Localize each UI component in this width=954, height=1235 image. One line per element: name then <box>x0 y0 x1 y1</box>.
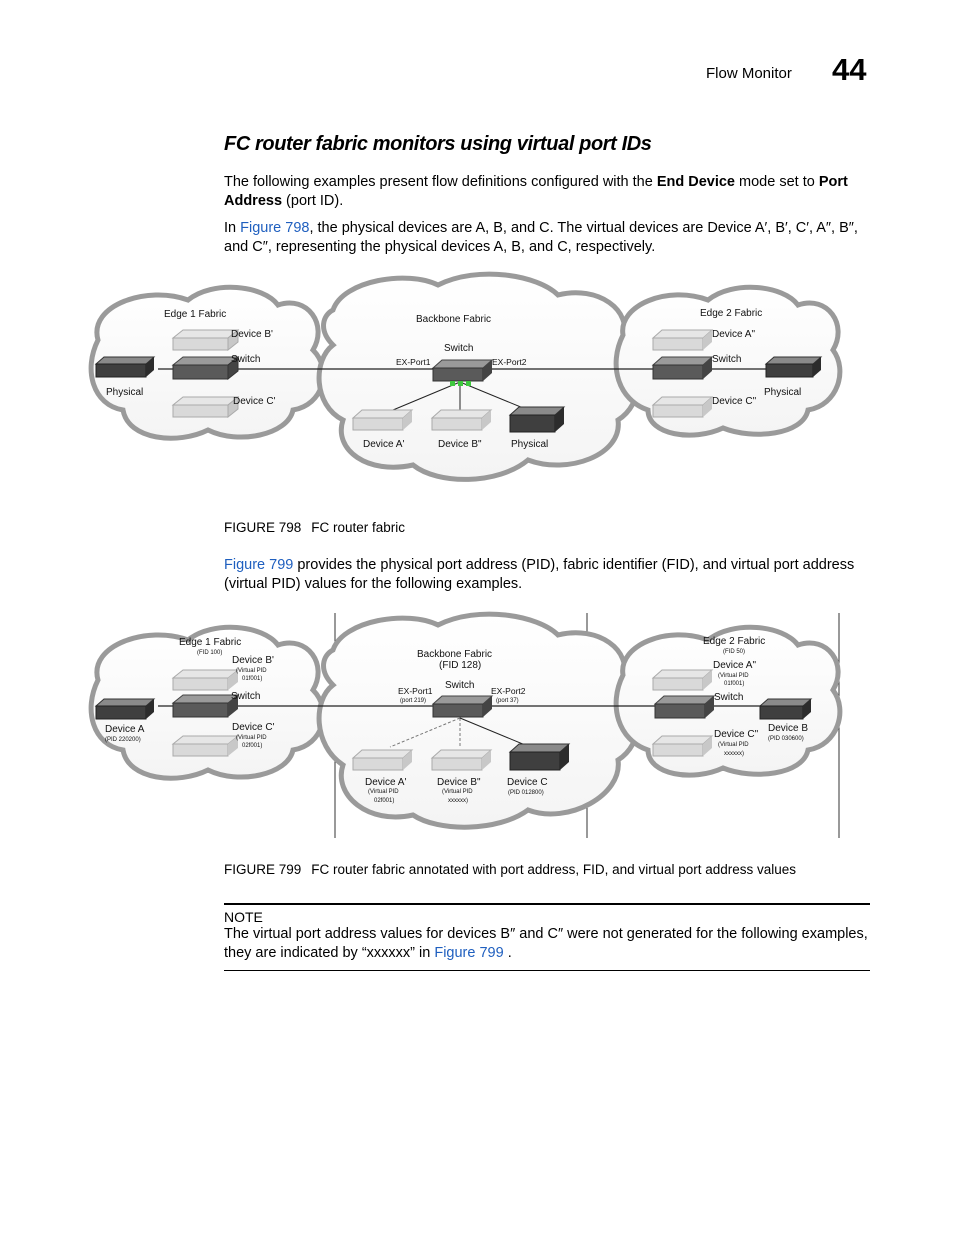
edge2-device-c-vpid-line1: (Virtual PID <box>718 742 749 748</box>
edge2-device-a-icon <box>653 330 712 350</box>
edge1-title: Edge 1 Fabric <box>179 637 242 648</box>
edge2-device-a-label: Device A" <box>712 329 756 340</box>
edge2-device-c-icon <box>653 736 712 756</box>
port-address-term: Port Address <box>224 174 848 209</box>
edge2-device-a-vpid-line1: (Virtual PID <box>718 673 749 679</box>
edge2-switch-label: Switch <box>712 354 742 365</box>
note-body: The virtual port address values for devices B″ and C″ were not generated for the following examples, they are indicated by “xxxxxx” in Figure 799 . <box>224 926 868 961</box>
backbone-device-b-label: Device B" <box>438 439 482 450</box>
figure-799-caption: FIGURE 799 FC router fabric annotated with port address, FID, and virtual port address values <box>224 862 797 877</box>
edge1-device-b-label: Device B' <box>232 655 274 666</box>
edge1-device-b-icon <box>173 670 238 690</box>
figure-798-caption: FIGURE 798 FC router fabric <box>224 520 406 535</box>
backbone-physical-label: Physical <box>511 439 549 450</box>
edge1-device-c-icon <box>173 736 238 756</box>
edge2-device-c-label: Device C" <box>714 729 759 740</box>
edge1-switch-label: Switch <box>231 354 261 365</box>
edge1-title: Edge 1 Fabric <box>164 309 227 320</box>
edge1-device-b-label: Device B' <box>231 329 273 340</box>
note-heading: NOTE <box>224 909 263 925</box>
edge1-device-c-label: Device C' <box>232 722 275 733</box>
backbone-fid: (FID 128) <box>439 660 482 671</box>
edge2-device-b-pid: (PID 030600) <box>768 736 804 742</box>
backbone-port2-label: EX-Port2 <box>491 686 526 696</box>
edge2-switch-icon <box>655 696 714 718</box>
backbone-port1-label: EX-Port1 <box>396 357 431 367</box>
backbone-device-a-label: Device A' <box>363 439 405 450</box>
backbone-device-b-vpid-line2: xxxxxx) <box>448 798 468 804</box>
backbone-device-b-icon <box>432 750 491 770</box>
backbone-device-c-icon <box>510 744 569 770</box>
edge1-device-b-vpid-line2: 01f001) <box>242 676 263 682</box>
backbone-device-b-label: Device B" <box>437 777 481 788</box>
backbone-fabric-cloud <box>319 614 639 827</box>
backbone-device-c-pid: (PID 012800) <box>508 790 544 796</box>
edge1-physical-label: Physical <box>106 387 144 398</box>
edge2-title: Edge 2 Fabric <box>700 308 763 319</box>
edge1-device-c-vpid-line2: 02f001) <box>242 743 263 749</box>
edge2-switch-icon <box>653 357 712 379</box>
edge1-physical-icon <box>96 357 154 377</box>
backbone-device-a-vpid-line2: 02f001) <box>374 798 395 804</box>
edge2-title: Edge 2 Fabric <box>703 636 766 647</box>
backbone-port1-sub: (port 219) <box>400 698 427 704</box>
figure-798-diagram <box>78 270 848 500</box>
end-device-term: End Device <box>656 174 735 190</box>
edge2-device-b-label: Device B <box>768 723 809 734</box>
backbone-device-a-label: Device A' <box>365 777 407 788</box>
edge2-physical-label: Physical <box>764 387 802 398</box>
figure-798-link[interactable]: Figure 798 <box>240 220 310 236</box>
edge1-device-c-vpid-line1: (Virtual PID <box>236 735 267 741</box>
edge2-device-b-icon <box>760 699 811 719</box>
backbone-port2-label: EX-Port2 <box>492 357 527 367</box>
edge1-fid: (FID 100) <box>197 650 223 656</box>
backbone-port1-label: EX-Port1 <box>398 686 433 696</box>
figure-799-diagram <box>78 610 848 840</box>
figure-799-intro: Figure 799 provides the physical port address (PID), fabric identifier (FID), and virtual port address (virtual PID) values for the following examples. <box>224 557 855 592</box>
edge2-device-a-vpid-line2: 01f001) <box>724 681 745 687</box>
edge1-device-c-icon <box>173 397 238 417</box>
backbone-device-c-label: Device C <box>507 777 548 788</box>
figure-799-link[interactable]: Figure 799 <box>224 557 294 573</box>
backbone-physical-icon <box>510 407 564 432</box>
edge1-device-b-icon <box>173 330 238 350</box>
backbone-device-b-icon <box>432 410 491 430</box>
edge1-device-a-pid: (PID 220200) <box>105 737 141 743</box>
edge1-device-a-label: Device A <box>105 724 145 735</box>
backbone-device-a-icon <box>353 750 412 770</box>
edge1-switch-label: Switch <box>231 691 261 702</box>
edge1-device-a-icon <box>96 699 154 719</box>
devices-paragraph: In Figure 798, the physical devices are A, B, and C. The virtual devices are Device A′, B′, C′, A″, B″, and C″, representing the physical devices A, B, and C, respectively. <box>224 220 858 255</box>
backbone-device-b-vpid-line1: (Virtual PID <box>442 789 473 795</box>
edge2-device-a-icon <box>653 670 712 690</box>
edge2-physical-icon <box>766 357 821 377</box>
chapter-title: Flow Monitor <box>706 65 792 82</box>
intro-paragraph: The following examples present flow definitions configured with the End Device mode set to Port Address (port ID). <box>224 174 848 209</box>
edge1-switch-icon <box>173 695 238 717</box>
edge2-switch-label: Switch <box>714 692 744 703</box>
edge1-device-c-label: Device C' <box>233 396 276 407</box>
note-box <box>224 903 870 971</box>
edge1-switch-icon <box>173 357 238 379</box>
edge2-device-c-vpid-line2: xxxxxx) <box>724 751 744 757</box>
backbone-switch-icon <box>433 696 492 717</box>
backbone-port2-sub: (port 37) <box>496 698 519 704</box>
backbone-title: Backbone Fabric <box>417 649 493 660</box>
chapter-number: 44 <box>832 52 867 87</box>
edge2-device-a-label: Device A" <box>713 660 757 671</box>
edge2-fid: (FID 50) <box>723 649 746 655</box>
edge1-device-b-vpid-line1: (Virtual PID <box>236 668 267 674</box>
note-figure-799-link[interactable]: Figure 799 <box>434 945 504 961</box>
backbone-device-a-icon <box>353 410 412 430</box>
edge2-device-c-label: Device C" <box>712 396 757 407</box>
edge2-device-c-icon <box>653 397 712 417</box>
backbone-switch-label: Switch <box>444 343 474 354</box>
backbone-switch-label: Switch <box>445 680 475 691</box>
section-title: FC router fabric monitors using virtual port IDs <box>224 133 652 155</box>
backbone-device-a-vpid-line1: (Virtual PID <box>368 789 399 795</box>
backbone-title: Backbone Fabric <box>416 314 492 325</box>
